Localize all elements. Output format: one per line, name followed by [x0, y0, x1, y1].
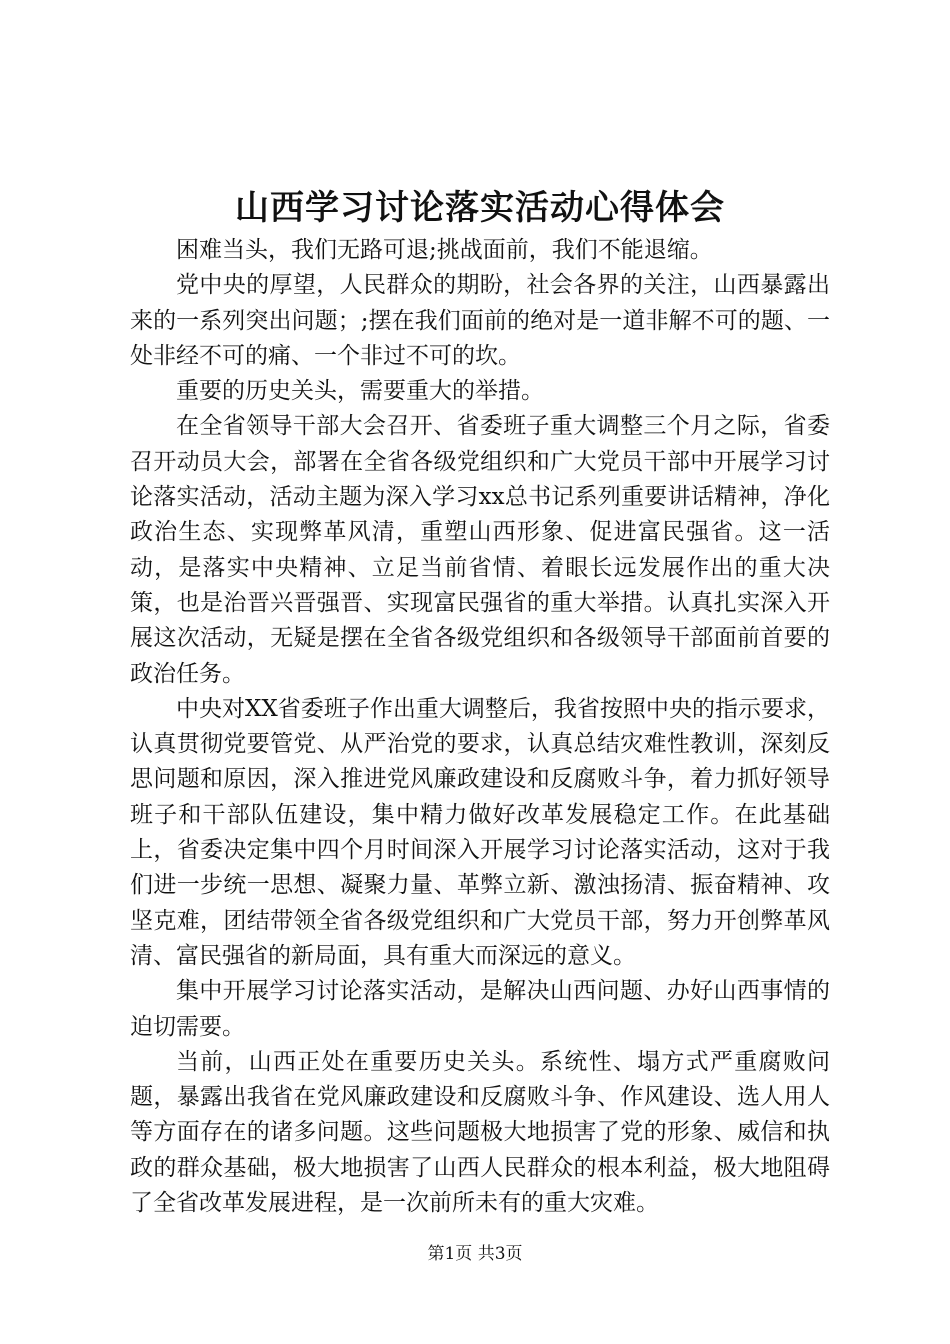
paragraph-4: 在全省领导干部大会召开、省委班子重大调整三个月之际，省委召开动员大会，部署在全省各级党组织和广大党员干部中开展学习讨论落实活动，活动主题为深入学习xx总书记系列重要讲话精神，净化政治生态、实现弊革风清，重塑山西形象、促进富民强省。这一活动，是落实中央精神、立足当前省情、着眼长远发展作出的重大决策，也是治晋兴晋强晋、实现富民强省的重大举措。认真扎实深入开展这次活动，无疑是摆在全省各级党组织和各级领导干部面前首要的政治任务。: [130, 413, 830, 687]
page-footer: 第1页 共3页: [427, 1244, 523, 1264]
document-body: [130, 233, 830, 1221]
paragraph-7: 当前，山西正处在重要历史关头。系统性、塌方式严重腐败问题，暴露出我省在党风廉政建设和反腐败斗争、作风建设、选人用人等方面存在的诸多问题。这些问题极大地损害了党的形象、威信和执政的群众基础，极大地损害了山西人民群众的根本利益，极大地阻碍了全省改革发展进程，是一次前所未有的重大灾难。: [130, 1048, 830, 1217]
paragraph-5: 中央对XX省委班子作出重大调整后，我省按照中央的指示要求，认真贯彻党要管党、从严治党的要求，认真总结灾难性教训，深刻反思问题和原因，深入推进党风廉政建设和反腐败斗争，着力抓好领导班子和干部队伍建设，集中精力做好改革发展稳定工作。在此基础上，省委决定集中四个月时间深入开展学习讨论落实活动，这对于我们进一步统一思想、凝聚力量、革弊立新、激浊扬清、振奋精神、攻坚克难，团结带领全省各级党组织和广大党员干部，努力开创弊革风清、富民强省的新局面，具有重大而深远的意义。: [130, 695, 830, 969]
paragraph-3: 重要的历史关头，需要重大的举措。: [176, 378, 544, 405]
paragraph-2: 党中央的厚望，人民群众的期盼，社会各界的关注，山西暴露出来的一系列突出问题；;摆在我们面前的绝对是一道非解不可的题、一处非经不可的痛、一个非过不可的坎。: [130, 272, 830, 369]
paragraph-6: 集中开展学习讨论落实活动，是解决山西问题、办好山西事情的迫切需要。: [130, 978, 830, 1040]
document-title: 山西学习讨论落实活动心得体会: [235, 188, 725, 228]
paragraph-1: 困难当头，我们无路可退;挑战面前，我们不能退缩。: [176, 237, 713, 263]
